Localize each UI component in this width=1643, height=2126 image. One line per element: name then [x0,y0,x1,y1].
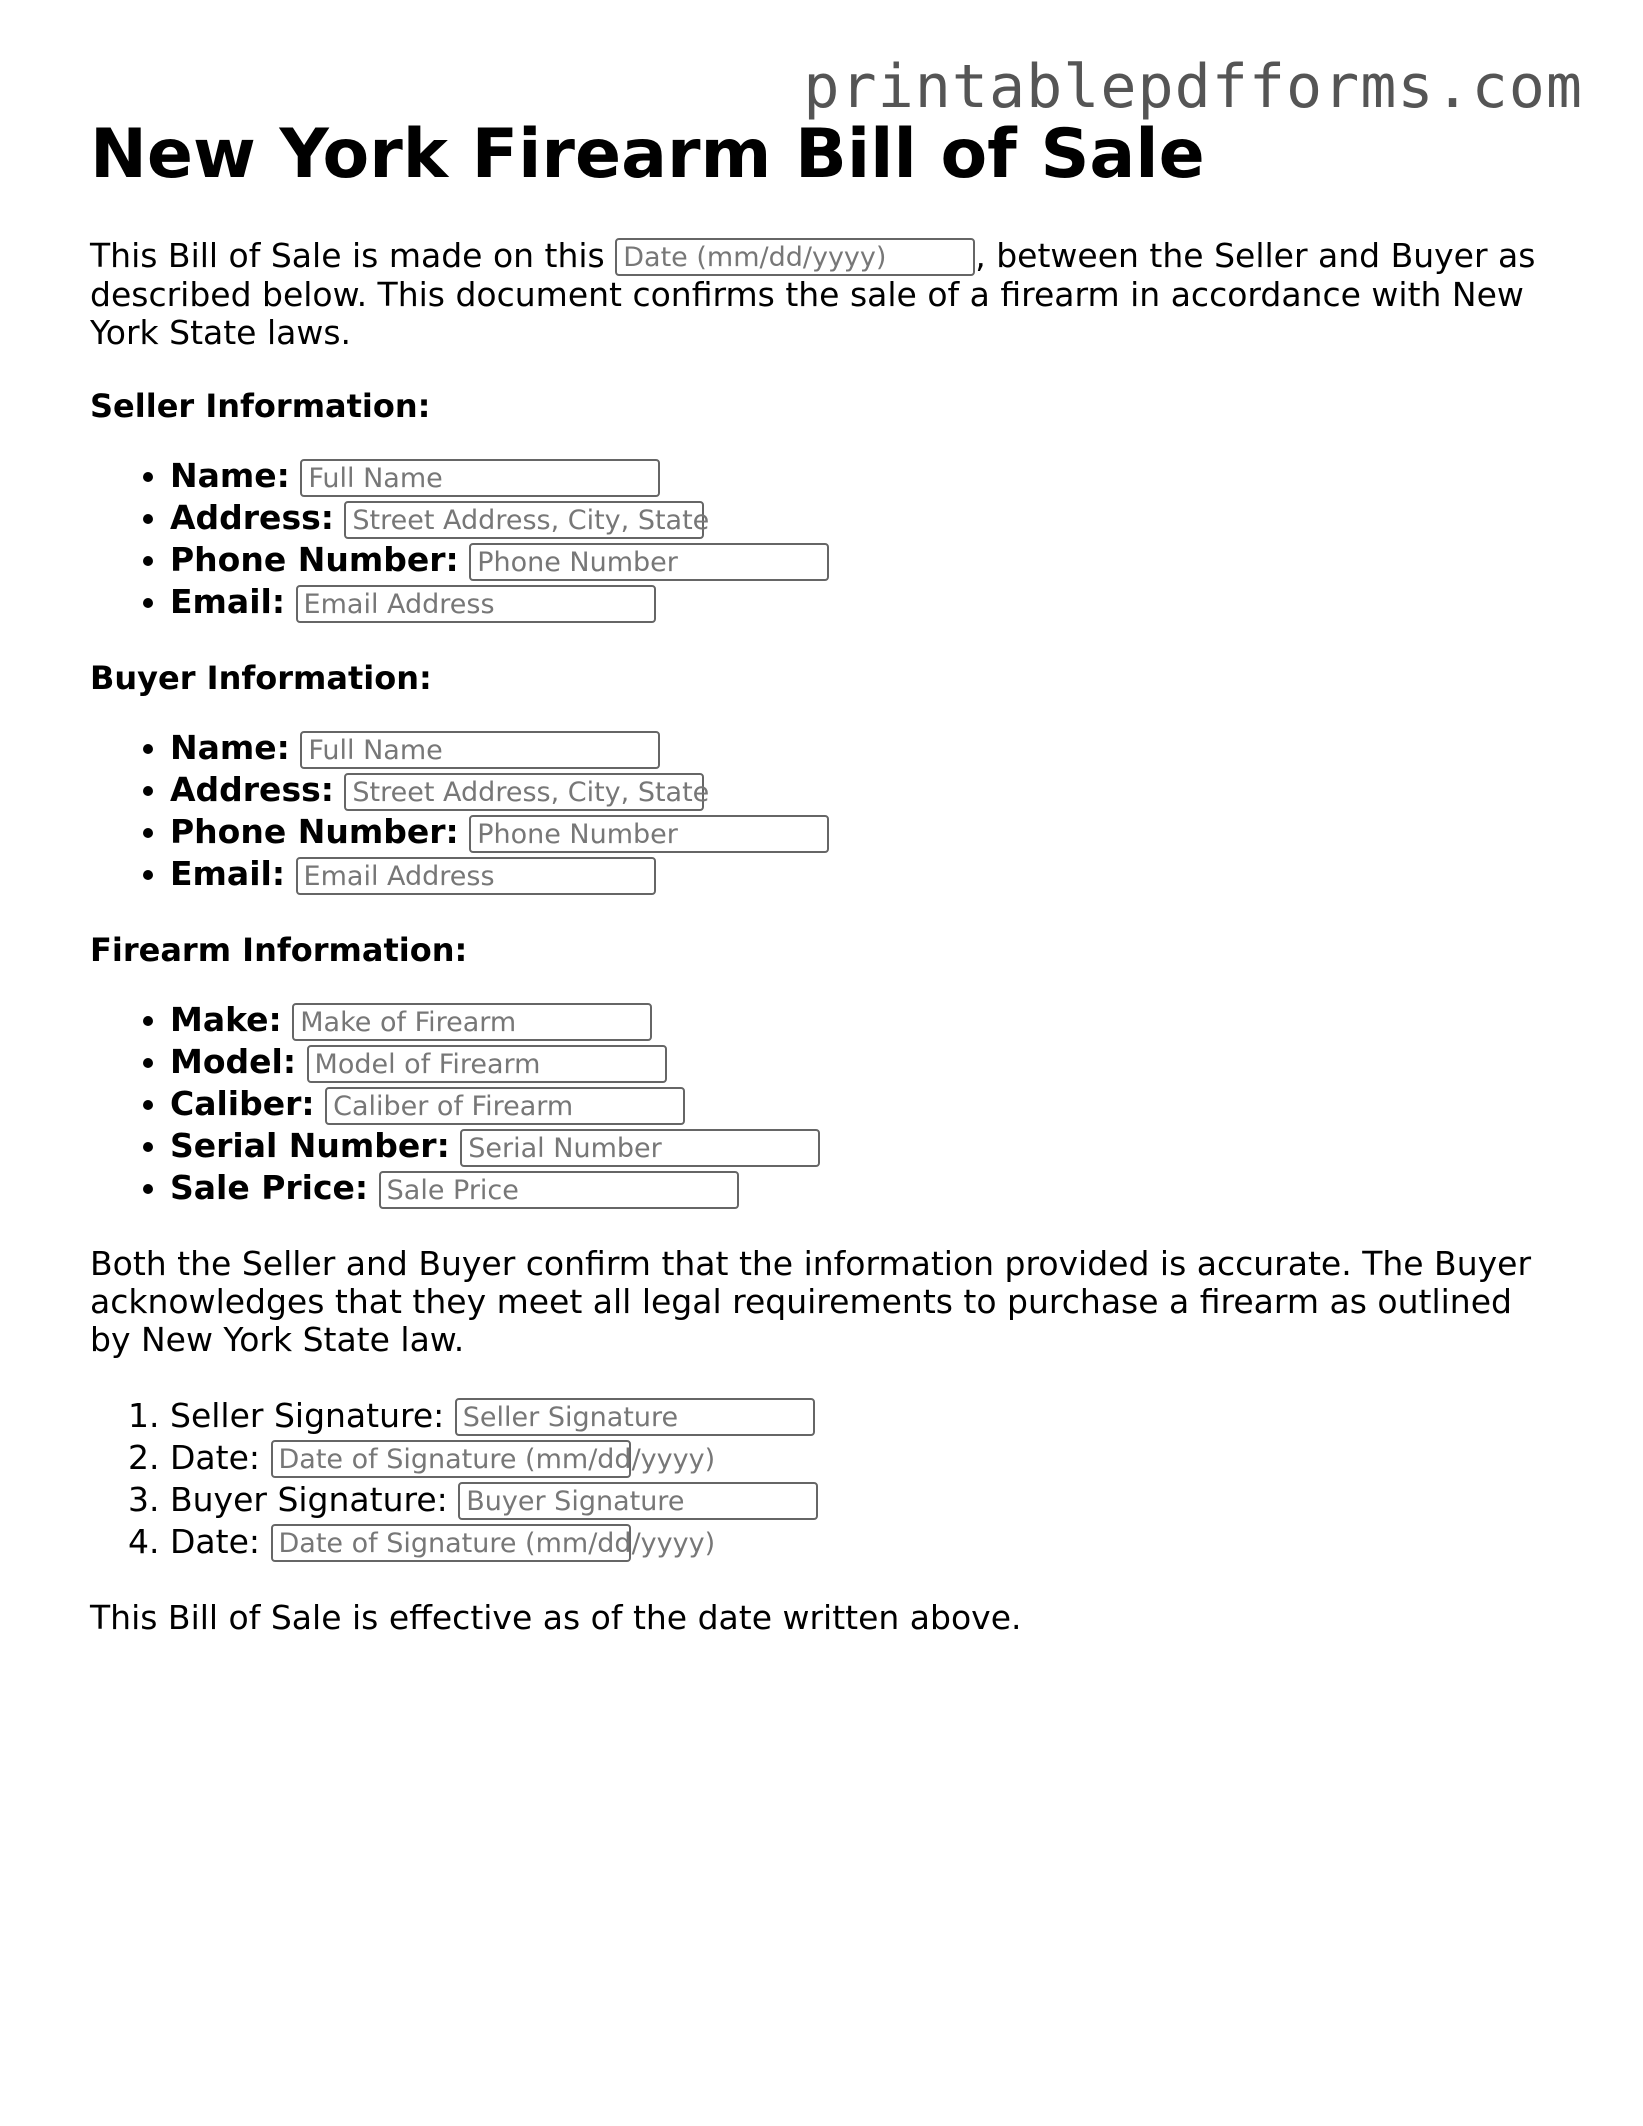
firearm-heading: Firearm Information: [90,931,468,970]
buyer-address-field[interactable]: Street Address, City, State [344,773,704,811]
seller-date-field[interactable]: Date of Signature (mm/dd/yyyy) [271,1440,631,1478]
firearm-price-label: Sale Price: [170,1168,369,1208]
firearm-make-item [170,999,1550,1041]
seller-name-item [170,455,1550,497]
seller-phone-field[interactable]: Phone Number [469,543,829,581]
firearm-price-item [170,1167,1550,1209]
seller-heading: Seller Information: [90,387,431,426]
buyer-list [90,727,1550,895]
closing-paragraph: This Bill of Sale is effective as of the date written above. [90,1597,1022,1637]
buyer-phone-field[interactable]: Phone Number [469,815,829,853]
firearm-serial-field[interactable]: Serial Number [460,1129,820,1167]
intro-text-after: , between the Seller and Buyer as described below. This document confirms the sale of a firearm in accordance with New York State laws. [90,235,1536,353]
seller-list [90,455,1550,623]
seller-name-label: Name: [170,456,290,496]
seller-phone-label: Phone Number: [170,540,459,580]
firearm-model-field[interactable]: Model of Firearm [307,1045,667,1083]
buyer-phone-label: Phone Number: [170,812,459,852]
firearm-price-field[interactable]: Sale Price [379,1171,739,1209]
firearm-make-label: Make: [170,1000,282,1040]
buyer-name-label: Name: [170,728,290,768]
seller-email-field[interactable]: Email Address [296,585,656,623]
buyer-phone-item [170,811,1550,853]
seller-date-label: Date: [170,1437,260,1477]
seller-signature-item [170,1395,1550,1437]
firearm-make-field[interactable]: Make of Firearm [292,1003,652,1041]
seller-date-item [170,1437,1550,1479]
document-title: New York Firearm Bill of Sale [90,115,1205,194]
buyer-name-field[interactable]: Full Name [300,731,660,769]
buyer-email-field[interactable]: Email Address [296,857,656,895]
buyer-signature-item [170,1479,1550,1521]
intro-text-before: This Bill of Sale is made on this [90,235,616,275]
seller-address-label: Address: [170,498,334,538]
seller-phone-item [170,539,1550,581]
watermark: printablepdfforms.com [803,52,1583,122]
seller-signature-label: Seller Signature: [170,1395,445,1435]
firearm-serial-item [170,1125,1550,1167]
document-page [90,115,1550,1637]
seller-signature-field[interactable]: Seller Signature [455,1398,815,1436]
intro-paragraph [90,237,1550,352]
seller-address-field[interactable]: Street Address, City, State [344,501,704,539]
buyer-name-item [170,727,1550,769]
seller-name-field[interactable]: Full Name [300,459,660,497]
firearm-list [90,999,1550,1209]
buyer-address-item [170,769,1550,811]
firearm-model-item [170,1041,1550,1083]
seller-email-label: Email: [170,582,286,622]
sale-date-field[interactable]: Date (mm/dd/yyyy) [615,238,975,276]
firearm-caliber-label: Caliber: [170,1084,315,1124]
firearm-caliber-field[interactable]: Caliber of Firearm [325,1087,685,1125]
buyer-date-label: Date: [170,1521,260,1561]
buyer-email-label: Email: [170,854,286,894]
buyer-email-item [170,853,1550,895]
buyer-signature-label: Buyer Signature: [170,1479,448,1519]
seller-email-item [170,581,1550,623]
seller-address-item [170,497,1550,539]
buyer-date-field[interactable]: Date of Signature (mm/dd/yyyy) [271,1524,631,1562]
confirmation-paragraph: Both the Seller and Buyer confirm that the information provided is accurate. The Buyer acknowledges that they meet all legal requirements to purchase a firearm as outlined by New York State law. [90,1244,1532,1360]
buyer-address-label: Address: [170,770,334,810]
signature-list [90,1395,1550,1563]
firearm-caliber-item [170,1083,1550,1125]
buyer-signature-field[interactable]: Buyer Signature [458,1482,818,1520]
buyer-heading: Buyer Information: [90,659,432,698]
firearm-serial-label: Serial Number: [170,1126,450,1166]
buyer-date-item [170,1521,1550,1563]
firearm-model-label: Model: [170,1042,297,1082]
